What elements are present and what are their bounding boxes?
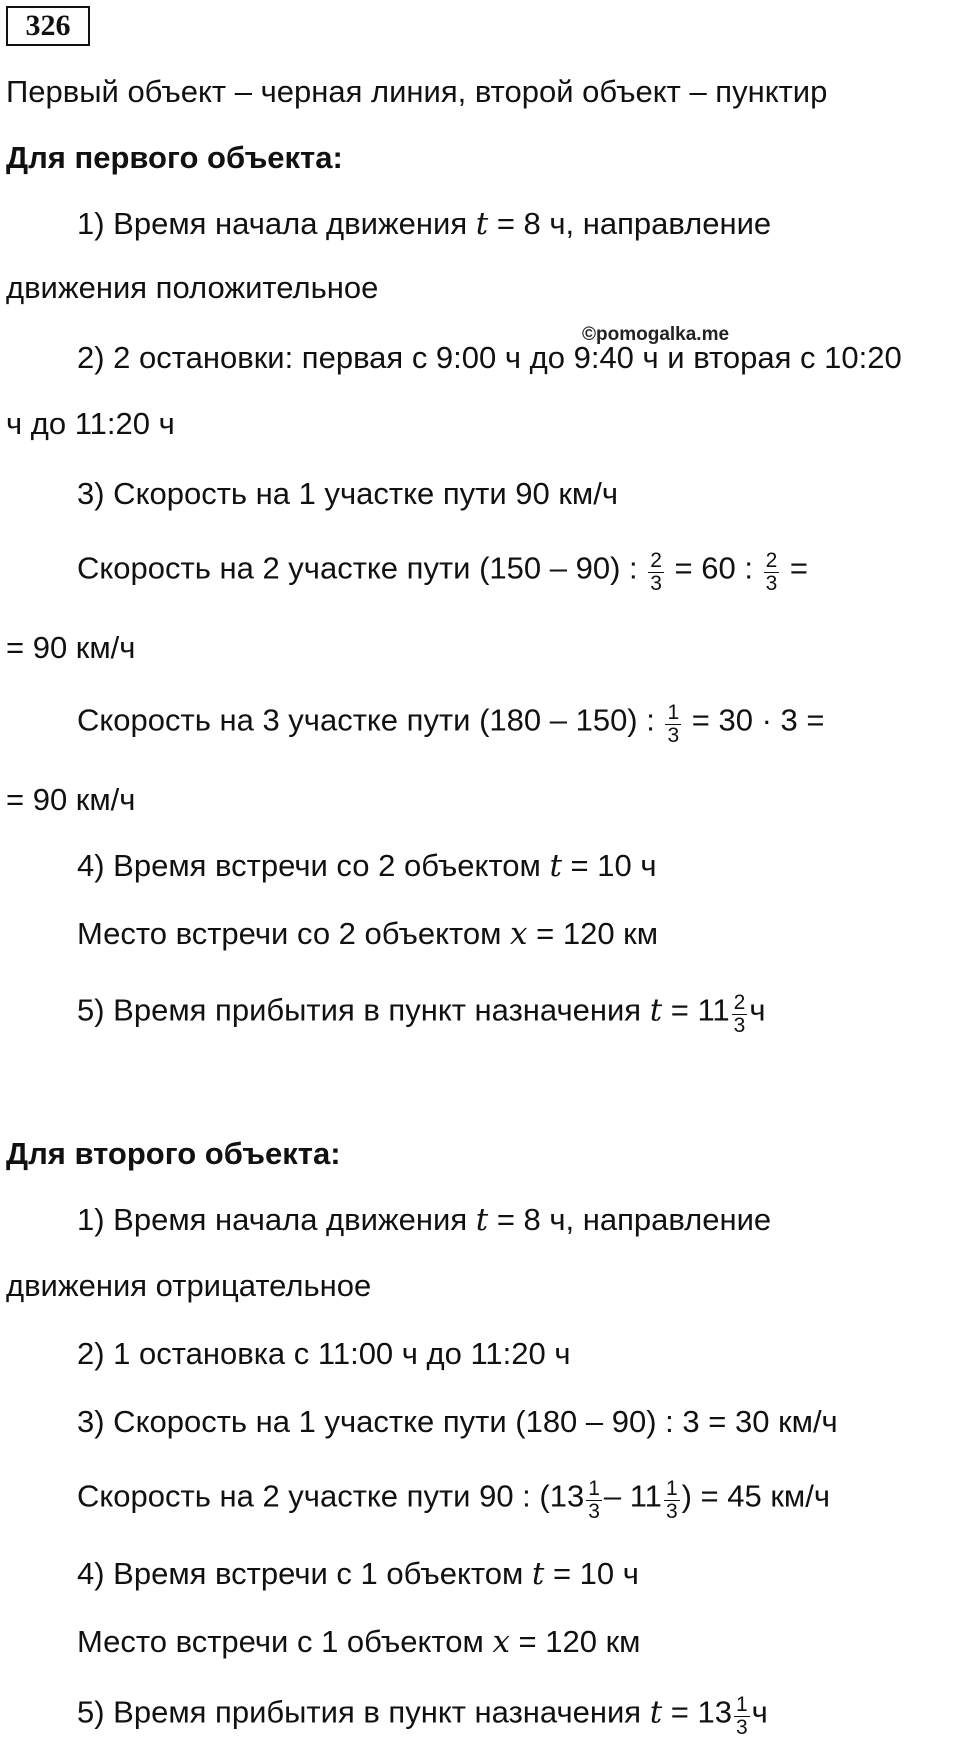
text: = 120 км [527, 916, 659, 951]
first-line-8 [77, 990, 766, 1037]
text: = 10 ч [544, 1556, 639, 1591]
text: = 60 : [665, 550, 762, 586]
numerator: 1 [588, 1477, 600, 1500]
second-line-4 [77, 1476, 831, 1523]
first-line-1 [77, 204, 771, 244]
denominator: 3 [650, 572, 662, 595]
fraction [732, 992, 748, 1037]
text: Место встречи со 2 объектом [77, 916, 511, 951]
denominator: 3 [667, 724, 680, 747]
second-line-7 [77, 1692, 768, 1739]
text: ) = 45 км/ч [681, 1478, 831, 1514]
second-line-2: 2) 1 остановка с 11:00 ч до 11:20 ч [77, 1336, 571, 1371]
numerator: 1 [667, 701, 680, 724]
var-t: t [649, 992, 663, 1029]
var-t: t [475, 1202, 489, 1238]
fraction [665, 702, 681, 747]
first-line-1-cont: движения положительное [6, 270, 379, 305]
fraction [764, 550, 780, 595]
first-object-heading: Для первого объекта: [6, 140, 343, 175]
text: = 120 км [509, 1624, 641, 1659]
var-x: x [510, 916, 528, 952]
text: ч [749, 992, 766, 1028]
text: = 13 [662, 1694, 732, 1730]
text: ч [751, 1694, 768, 1730]
watermark: ©pomogalka.me [582, 324, 730, 345]
numerator: 1 [665, 1477, 678, 1500]
text: Скорость на 2 участке пути 90 : (13 [77, 1478, 585, 1514]
first-line-2: 2) 2 остановки: первая с 9:00 ч до 9:40 ч и вторая с 10:20 [77, 340, 902, 375]
text: 5) Время прибытия в пункт назначения [77, 992, 650, 1028]
first-line-3: 3) Скорость на 1 участке пути 90 км/ч [77, 476, 618, 511]
second-line-3: 3) Скорость на 1 участке пути (180 – 90) : 3 = 30 км/ч [77, 1404, 838, 1439]
text: 1) Время начала движения [77, 206, 476, 241]
text: 4) Время встречи со 2 объектом [77, 848, 550, 883]
var-x: x [492, 1624, 510, 1660]
denominator: 3 [765, 572, 778, 595]
problem-number: 326 [6, 6, 90, 46]
numerator: 2 [733, 991, 746, 1014]
numerator: 2 [765, 549, 778, 572]
second-line-1 [77, 1200, 771, 1240]
first-line-7 [77, 914, 658, 954]
text: Скорость на 3 участке пути (180 – 150) : [77, 702, 664, 738]
first-line-4 [77, 548, 808, 595]
text: = [781, 550, 808, 586]
second-line-1-cont: движения отрицательное [6, 1268, 372, 1303]
var-t: t [649, 1694, 663, 1731]
fraction [664, 1478, 680, 1523]
var-t: t [531, 1556, 545, 1592]
text: 5) Время прибытия в пункт назначения [77, 1694, 650, 1730]
first-line-6 [77, 846, 657, 886]
numerator: 2 [650, 549, 662, 572]
text: = 10 ч [561, 848, 657, 883]
denominator: 3 [665, 1500, 678, 1523]
intro-text: Первый объект – черная линия, второй объект – пунктир [6, 74, 828, 109]
first-line-5 [77, 700, 825, 747]
text: = 8 ч, направление [488, 1202, 772, 1237]
text: = 30 · 3 = [683, 702, 825, 738]
text: Скорость на 2 участке пути (150 – 90) : [77, 550, 647, 586]
first-line-2-cont: ч до 11:20 ч [6, 406, 175, 441]
text: 1) Время начала движения [77, 1202, 476, 1237]
var-t: t [475, 206, 489, 242]
numerator: 1 [735, 1693, 748, 1716]
second-object-heading: Для второго объекта: [6, 1136, 341, 1171]
denominator: 3 [735, 1716, 748, 1739]
text: – 11 [603, 1478, 662, 1514]
text: 4) Время встречи с 1 объектом [77, 1556, 532, 1591]
text: Место встречи с 1 объектом [77, 1624, 493, 1659]
text: = 11 [662, 992, 730, 1028]
fraction [648, 550, 664, 595]
second-line-5 [77, 1554, 639, 1594]
second-line-6 [77, 1622, 640, 1662]
text: = 8 ч, направление [488, 206, 772, 241]
first-line-4-cont: = 90 км/ч [6, 630, 136, 665]
first-line-5-cont: = 90 км/ч [6, 782, 136, 817]
fraction [734, 1694, 750, 1739]
denominator: 3 [733, 1014, 746, 1037]
fraction [586, 1478, 602, 1523]
denominator: 3 [588, 1500, 600, 1523]
var-t: t [549, 848, 562, 884]
